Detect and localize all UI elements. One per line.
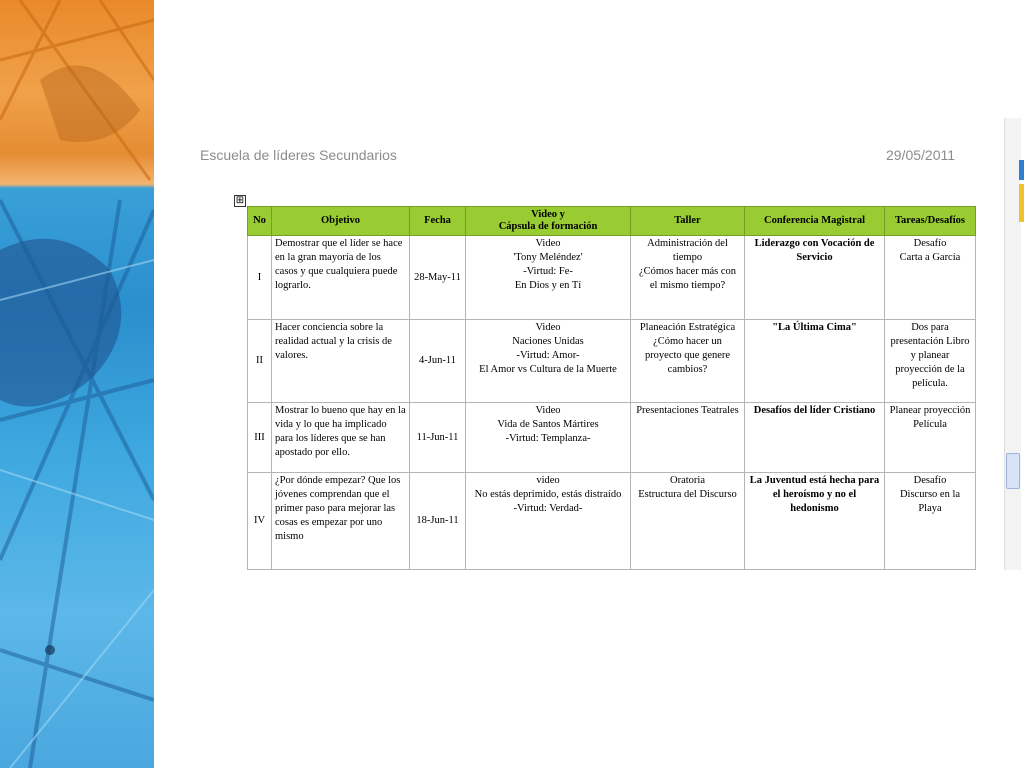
video-line: Vida de Santos Mártires [497,419,599,430]
video-line: -Virtud: Fe- [523,266,573,277]
cell-conferencia: Desafíos del líder Cristiano [745,403,885,473]
cell-tareas [885,473,976,570]
column-header-taller: Taller [631,207,745,236]
table-row [248,236,976,320]
table-header-row [248,207,976,236]
video-line: -Virtud: Templanza- [505,433,591,444]
cell-no: II [248,320,272,403]
column-header-tareas: Tareas/Desafíos [885,207,976,236]
column-header-video [466,207,631,236]
video-line: video [536,475,560,486]
banner-graphic [0,0,154,768]
video-line: No estás deprimido, estás distraído [474,489,622,500]
column-header-conferencia: Conferencia Magistral [745,207,885,236]
taller-line: Planeación Estratégica [639,322,736,333]
cell-fecha: 28-May-11 [410,236,466,320]
cell-video [466,403,631,473]
table-row [248,403,976,473]
video-line: Naciones Unidas [512,336,584,347]
cell-taller [631,473,745,570]
tareas-line: Carta a García [899,252,961,263]
cell-no: I [248,236,272,320]
cell-no: IV [248,473,272,570]
cell-tareas: Dos para presentación Libro y planear proyección de la película. [885,320,976,403]
cell-video [466,473,631,570]
cell-objetivo: Hacer conciencia sobre la realidad actual y la crisis de valores. [272,320,410,403]
column-header-fecha: Fecha [410,207,466,236]
cell-conferencia: Liderazgo con Vocación de Servicio [745,236,885,320]
tareas-line: Discurso en la Playa [899,489,961,514]
cell-video [466,320,631,403]
cell-fecha: 4-Jun-11 [410,320,466,403]
taller-line: ¿Cómos hacer más con el mismo tiempo? [638,266,737,291]
table-row [248,473,976,570]
video-line: -Virtud: Amor- [516,350,580,361]
cell-tareas: Planear proyección Película [885,403,976,473]
taller-line: Administración del tiempo [647,238,728,263]
cell-taller: Presentaciones Teatrales [631,403,745,473]
video-line: -Virtud: Verdad- [513,503,583,514]
cell-objetivo: Demostrar que el líder se hace en la gran mayoría de los casos y que cualquiera puede lograrlo. [272,236,410,320]
cell-conferencia: "La Última Cima" [745,320,885,403]
cell-taller [631,320,745,403]
scrollbar-thumb[interactable] [1006,453,1020,489]
video-line: Video [535,405,561,416]
cell-fecha: 18-Jun-11 [410,473,466,570]
video-line: Video [535,322,561,333]
schedule-table [247,206,976,570]
taller-line: Estructura del Discurso [638,489,737,500]
video-line: Video [535,238,561,249]
cell-video [466,236,631,320]
table-row [248,320,976,403]
edge-marker-yellow [1019,184,1024,222]
table-move-handle-icon[interactable]: ⊞ [235,195,245,206]
page-title: Escuela de líderes Secundarios [200,147,397,163]
column-header-objetivo: Objetivo [272,207,410,236]
decorative-banner [0,0,154,768]
page-date: 29/05/2011 [886,147,956,163]
cell-taller [631,236,745,320]
taller-line: ¿Cómo hacer un proyecto que genere cambios? [644,336,731,375]
cell-conferencia: La Juventud está hecha para el heroísmo y no el hedonismo [745,473,885,570]
column-header-no: No [248,207,272,236]
column-header-video-line1: Video y [531,209,565,220]
edge-marker-blue [1019,160,1024,180]
tareas-line: Desafío [913,238,947,249]
tareas-line: Desafío [913,475,947,486]
video-line: 'Tony Meléndez' [513,252,583,263]
cell-objetivo: Mostrar lo bueno que hay en la vida y lo que ha implicado para los líderes que se han apostado por ello. [272,403,410,473]
column-header-video-line2: Cápsula de formación [498,221,598,232]
cell-fecha: 11-Jun-11 [410,403,466,473]
cell-objetivo: ¿Por dónde empezar? Que los jóvenes comprendan que el primer paso para mejorar las cosas es empezar por uno mismo [272,473,410,570]
video-line: En Dios y en Tí [514,280,582,291]
cell-tareas [885,236,976,320]
taller-line: Oratoria [670,475,705,486]
video-line: El Amor vs Cultura de la Muerte [479,364,617,375]
cell-no: III [248,403,272,473]
